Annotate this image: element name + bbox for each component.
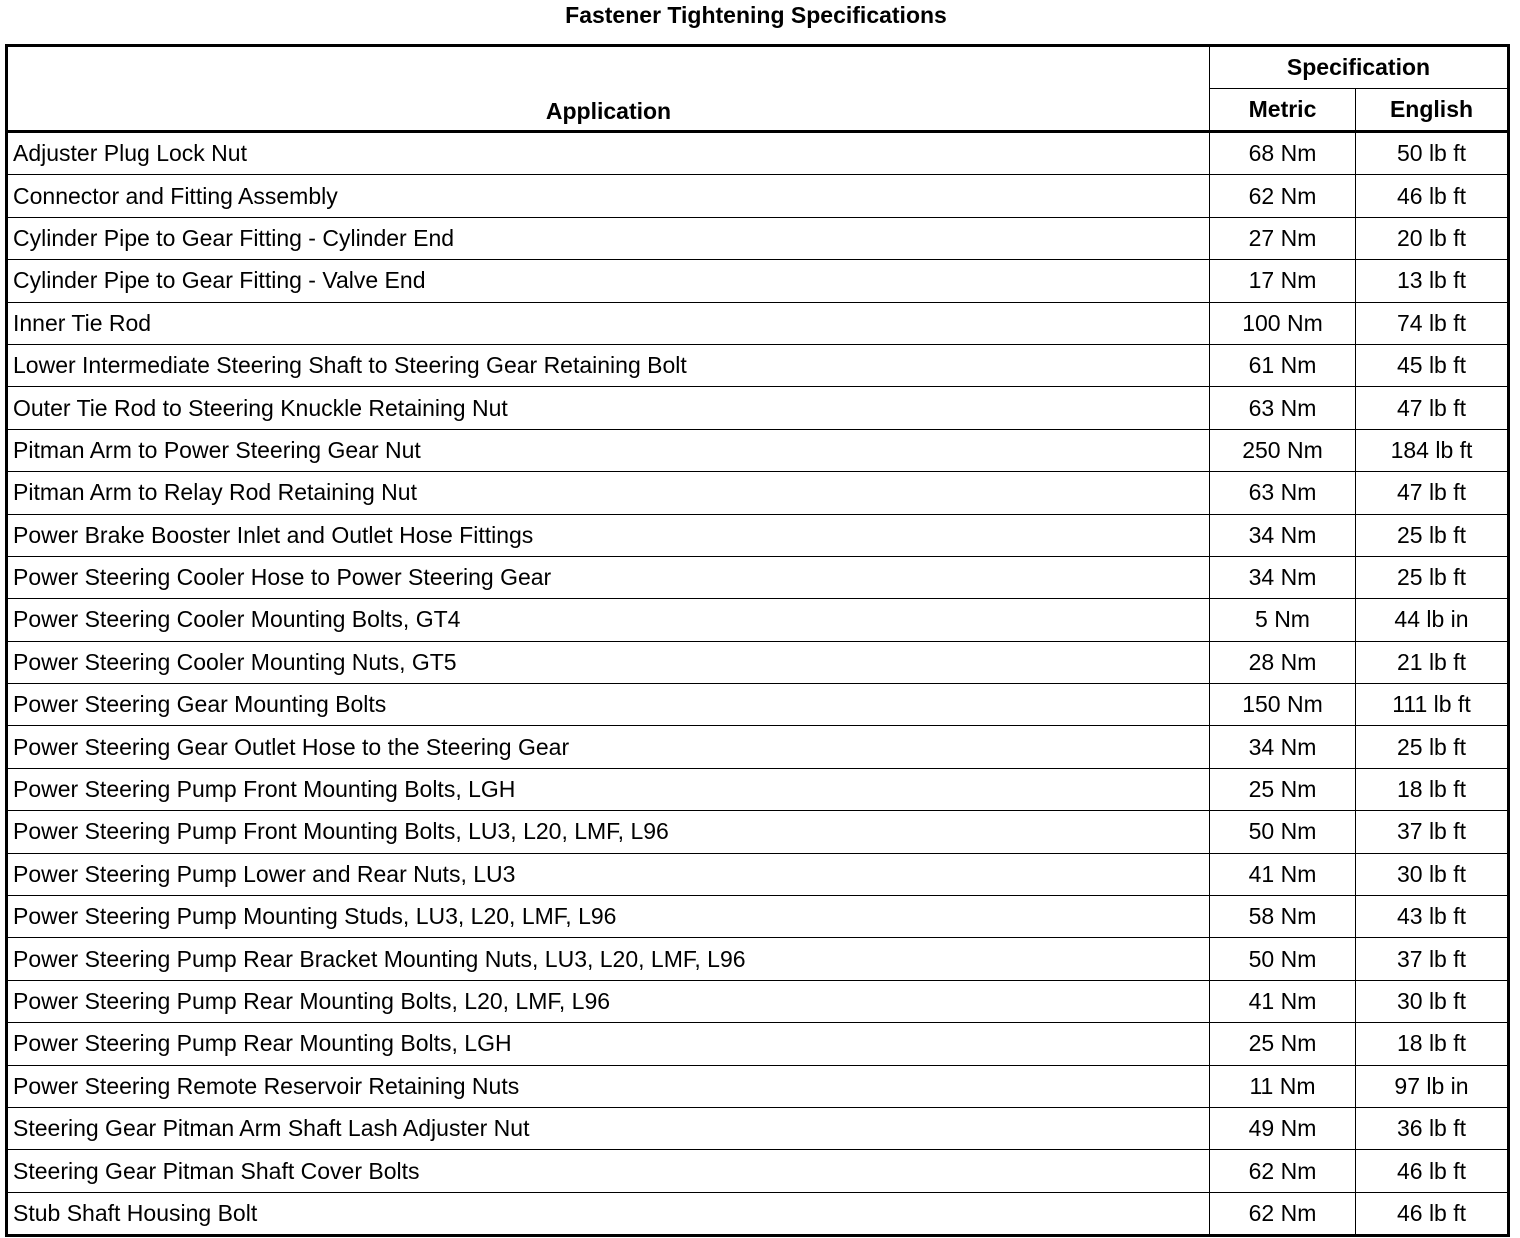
- table-row: [7, 344, 1509, 386]
- application-cell: Inner Tie Rod: [7, 302, 1210, 344]
- application-cell: Adjuster Plug Lock Nut: [7, 132, 1210, 175]
- metric-cell: 50 Nm: [1210, 938, 1356, 980]
- english-cell: 45 lb ft: [1356, 344, 1509, 386]
- table-row: [7, 387, 1509, 429]
- metric-cell: 17 Nm: [1210, 260, 1356, 302]
- metric-cell: 41 Nm: [1210, 853, 1356, 895]
- application-cell: Cylinder Pipe to Gear Fitting - Cylinder End: [7, 217, 1210, 259]
- application-cell: Lower Intermediate Steering Shaft to Steering Gear Retaining Bolt: [7, 344, 1210, 386]
- table-row: [7, 938, 1509, 980]
- application-cell: Power Steering Pump Rear Mounting Bolts, L20, LMF, L96: [7, 980, 1210, 1022]
- metric-cell: 250 Nm: [1210, 429, 1356, 471]
- metric-cell: 5 Nm: [1210, 599, 1356, 641]
- metric-cell: 11 Nm: [1210, 1065, 1356, 1107]
- table-row: [7, 684, 1509, 726]
- application-cell: Power Steering Pump Mounting Studs, LU3, L20, LMF, L96: [7, 896, 1210, 938]
- application-cell: Power Steering Cooler Mounting Bolts, GT4: [7, 599, 1210, 641]
- table-row: [7, 599, 1509, 641]
- metric-cell: 58 Nm: [1210, 896, 1356, 938]
- english-cell: 46 lb ft: [1356, 1192, 1509, 1235]
- table-row: [7, 1192, 1509, 1235]
- metric-cell: 34 Nm: [1210, 556, 1356, 598]
- english-cell: 30 lb ft: [1356, 980, 1509, 1022]
- english-cell: 36 lb ft: [1356, 1107, 1509, 1149]
- english-cell: 25 lb ft: [1356, 556, 1509, 598]
- metric-cell: 41 Nm: [1210, 980, 1356, 1022]
- metric-cell: 34 Nm: [1210, 726, 1356, 768]
- table-row: [7, 132, 1509, 175]
- metric-cell: 25 Nm: [1210, 1023, 1356, 1065]
- table-row: [7, 980, 1509, 1022]
- application-cell: Steering Gear Pitman Arm Shaft Lash Adjuster Nut: [7, 1107, 1210, 1149]
- application-cell: Power Steering Pump Lower and Rear Nuts, LU3: [7, 853, 1210, 895]
- table-row: [7, 302, 1509, 344]
- application-cell: Power Steering Cooler Hose to Power Steering Gear: [7, 556, 1210, 598]
- application-cell: Power Steering Pump Front Mounting Bolts, LGH: [7, 768, 1210, 810]
- metric-cell: 63 Nm: [1210, 472, 1356, 514]
- english-cell: 20 lb ft: [1356, 217, 1509, 259]
- english-cell: 44 lb in: [1356, 599, 1509, 641]
- application-cell: Power Brake Booster Inlet and Outlet Hose Fittings: [7, 514, 1210, 556]
- english-cell: 13 lb ft: [1356, 260, 1509, 302]
- metric-cell: 63 Nm: [1210, 387, 1356, 429]
- metric-cell: 100 Nm: [1210, 302, 1356, 344]
- english-cell: 47 lb ft: [1356, 472, 1509, 514]
- english-cell: 25 lb ft: [1356, 514, 1509, 556]
- metric-cell: 49 Nm: [1210, 1107, 1356, 1149]
- table-row: [7, 1150, 1509, 1192]
- table-row: [7, 726, 1509, 768]
- application-cell: Outer Tie Rod to Steering Knuckle Retaining Nut: [7, 387, 1210, 429]
- application-cell: Connector and Fitting Assembly: [7, 175, 1210, 217]
- english-cell: 50 lb ft: [1356, 132, 1509, 175]
- table-row: [7, 641, 1509, 683]
- application-cell: Pitman Arm to Relay Rod Retaining Nut: [7, 472, 1210, 514]
- english-cell: 25 lb ft: [1356, 726, 1509, 768]
- table-row: [7, 556, 1509, 598]
- application-cell: Cylinder Pipe to Gear Fitting - Valve End: [7, 260, 1210, 302]
- application-cell: Power Steering Pump Front Mounting Bolts, LU3, L20, LMF, L96: [7, 811, 1210, 853]
- metric-cell: 27 Nm: [1210, 217, 1356, 259]
- metric-cell: 68 Nm: [1210, 132, 1356, 175]
- application-cell: Power Steering Gear Outlet Hose to the Steering Gear: [7, 726, 1210, 768]
- application-cell: Power Steering Pump Rear Mounting Bolts, LGH: [7, 1023, 1210, 1065]
- english-cell: 74 lb ft: [1356, 302, 1509, 344]
- header-english: English: [1356, 89, 1509, 132]
- metric-cell: 62 Nm: [1210, 1192, 1356, 1235]
- english-cell: 46 lb ft: [1356, 1150, 1509, 1192]
- table-header: [7, 46, 1509, 132]
- metric-cell: 25 Nm: [1210, 768, 1356, 810]
- english-cell: 97 lb in: [1356, 1065, 1509, 1107]
- table-row: [7, 260, 1509, 302]
- metric-cell: 61 Nm: [1210, 344, 1356, 386]
- application-cell: Power Steering Remote Reservoir Retaining Nuts: [7, 1065, 1210, 1107]
- table-row: [7, 175, 1509, 217]
- table-row: [7, 472, 1509, 514]
- english-cell: 47 lb ft: [1356, 387, 1509, 429]
- english-cell: 46 lb ft: [1356, 175, 1509, 217]
- table-row: [7, 429, 1509, 471]
- application-cell: Pitman Arm to Power Steering Gear Nut: [7, 429, 1210, 471]
- fastener-spec-table: [5, 44, 1510, 1237]
- application-cell: Steering Gear Pitman Shaft Cover Bolts: [7, 1150, 1210, 1192]
- english-cell: 30 lb ft: [1356, 853, 1509, 895]
- metric-cell: 62 Nm: [1210, 1150, 1356, 1192]
- application-cell: Power Steering Gear Mounting Bolts: [7, 684, 1210, 726]
- table-row: [7, 853, 1509, 895]
- application-cell: Power Steering Pump Rear Bracket Mounting Nuts, LU3, L20, LMF, L96: [7, 938, 1210, 980]
- table-row: [7, 514, 1509, 556]
- english-cell: 37 lb ft: [1356, 811, 1509, 853]
- metric-cell: 62 Nm: [1210, 175, 1356, 217]
- page-title: Fastener Tightening Specifications: [565, 2, 947, 28]
- table-row: [7, 811, 1509, 853]
- application-cell: Stub Shaft Housing Bolt: [7, 1192, 1210, 1235]
- table-row: [7, 896, 1509, 938]
- table-body: [7, 132, 1509, 1236]
- table-row: [7, 1107, 1509, 1149]
- metric-cell: 50 Nm: [1210, 811, 1356, 853]
- metric-cell: 34 Nm: [1210, 514, 1356, 556]
- table-row: [7, 217, 1509, 259]
- english-cell: 43 lb ft: [1356, 896, 1509, 938]
- english-cell: 18 lb ft: [1356, 768, 1509, 810]
- table-row: [7, 768, 1509, 810]
- english-cell: 37 lb ft: [1356, 938, 1509, 980]
- application-cell: Power Steering Cooler Mounting Nuts, GT5: [7, 641, 1210, 683]
- english-cell: 111 lb ft: [1356, 684, 1509, 726]
- metric-cell: 150 Nm: [1210, 684, 1356, 726]
- table-row: [7, 1065, 1509, 1107]
- header-application: Application: [7, 46, 1210, 132]
- table-row: [7, 1023, 1509, 1065]
- english-cell: 21 lb ft: [1356, 641, 1509, 683]
- header-metric: Metric: [1210, 89, 1356, 132]
- english-cell: 184 lb ft: [1356, 429, 1509, 471]
- metric-cell: 28 Nm: [1210, 641, 1356, 683]
- header-specification: Specification: [1210, 46, 1509, 89]
- english-cell: 18 lb ft: [1356, 1023, 1509, 1065]
